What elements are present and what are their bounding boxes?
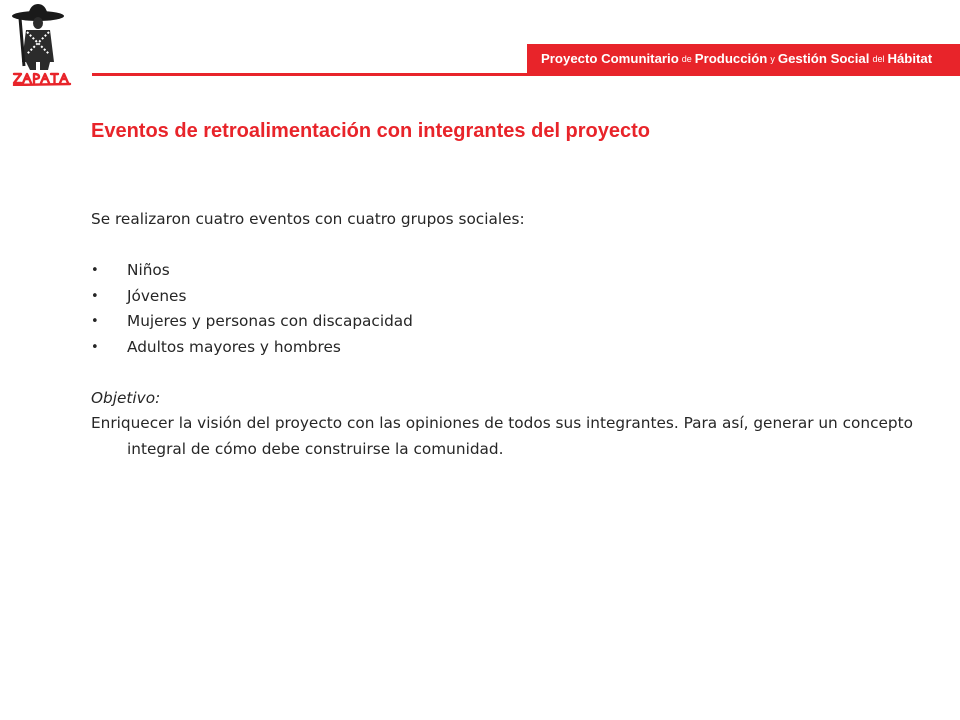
banner-text: Gestión Social — [777, 51, 870, 66]
list-item: • Niños — [91, 258, 921, 284]
banner-text: Proyecto Comunitario — [541, 51, 679, 66]
objective-text: Enriquecer la visión del proyecto con las opiniones de todos sus integrantes. Para así, generar un concepto integral de cómo debe construirse la comunidad. — [91, 414, 913, 458]
banner-text: y — [770, 53, 775, 64]
list-item: • Adultos mayores y hombres — [91, 335, 921, 361]
project-banner — [527, 44, 960, 73]
intro-text: Se realizaron cuatro eventos con cuatro grupos sociales: — [91, 210, 525, 228]
banner-text: Producción — [694, 51, 768, 66]
slide-title: Eventos de retroalimentación con integrantes del proyecto — [91, 120, 651, 142]
banner-text: Hábitat — [887, 51, 933, 66]
revolutionary-figure-icon — [8, 4, 80, 86]
objective-label: Objetivo: — [91, 388, 161, 407]
list-item: • Jóvenes — [91, 284, 921, 310]
groups-list — [91, 258, 921, 360]
zapata-logo — [8, 4, 80, 86]
zapata-signature — [14, 74, 70, 85]
slide-body — [91, 207, 921, 462]
banner-text: de — [681, 53, 692, 64]
list-item: • Mujeres y personas con discapacidad — [91, 309, 921, 335]
header-divider — [92, 73, 960, 76]
banner-text: del — [872, 53, 885, 64]
